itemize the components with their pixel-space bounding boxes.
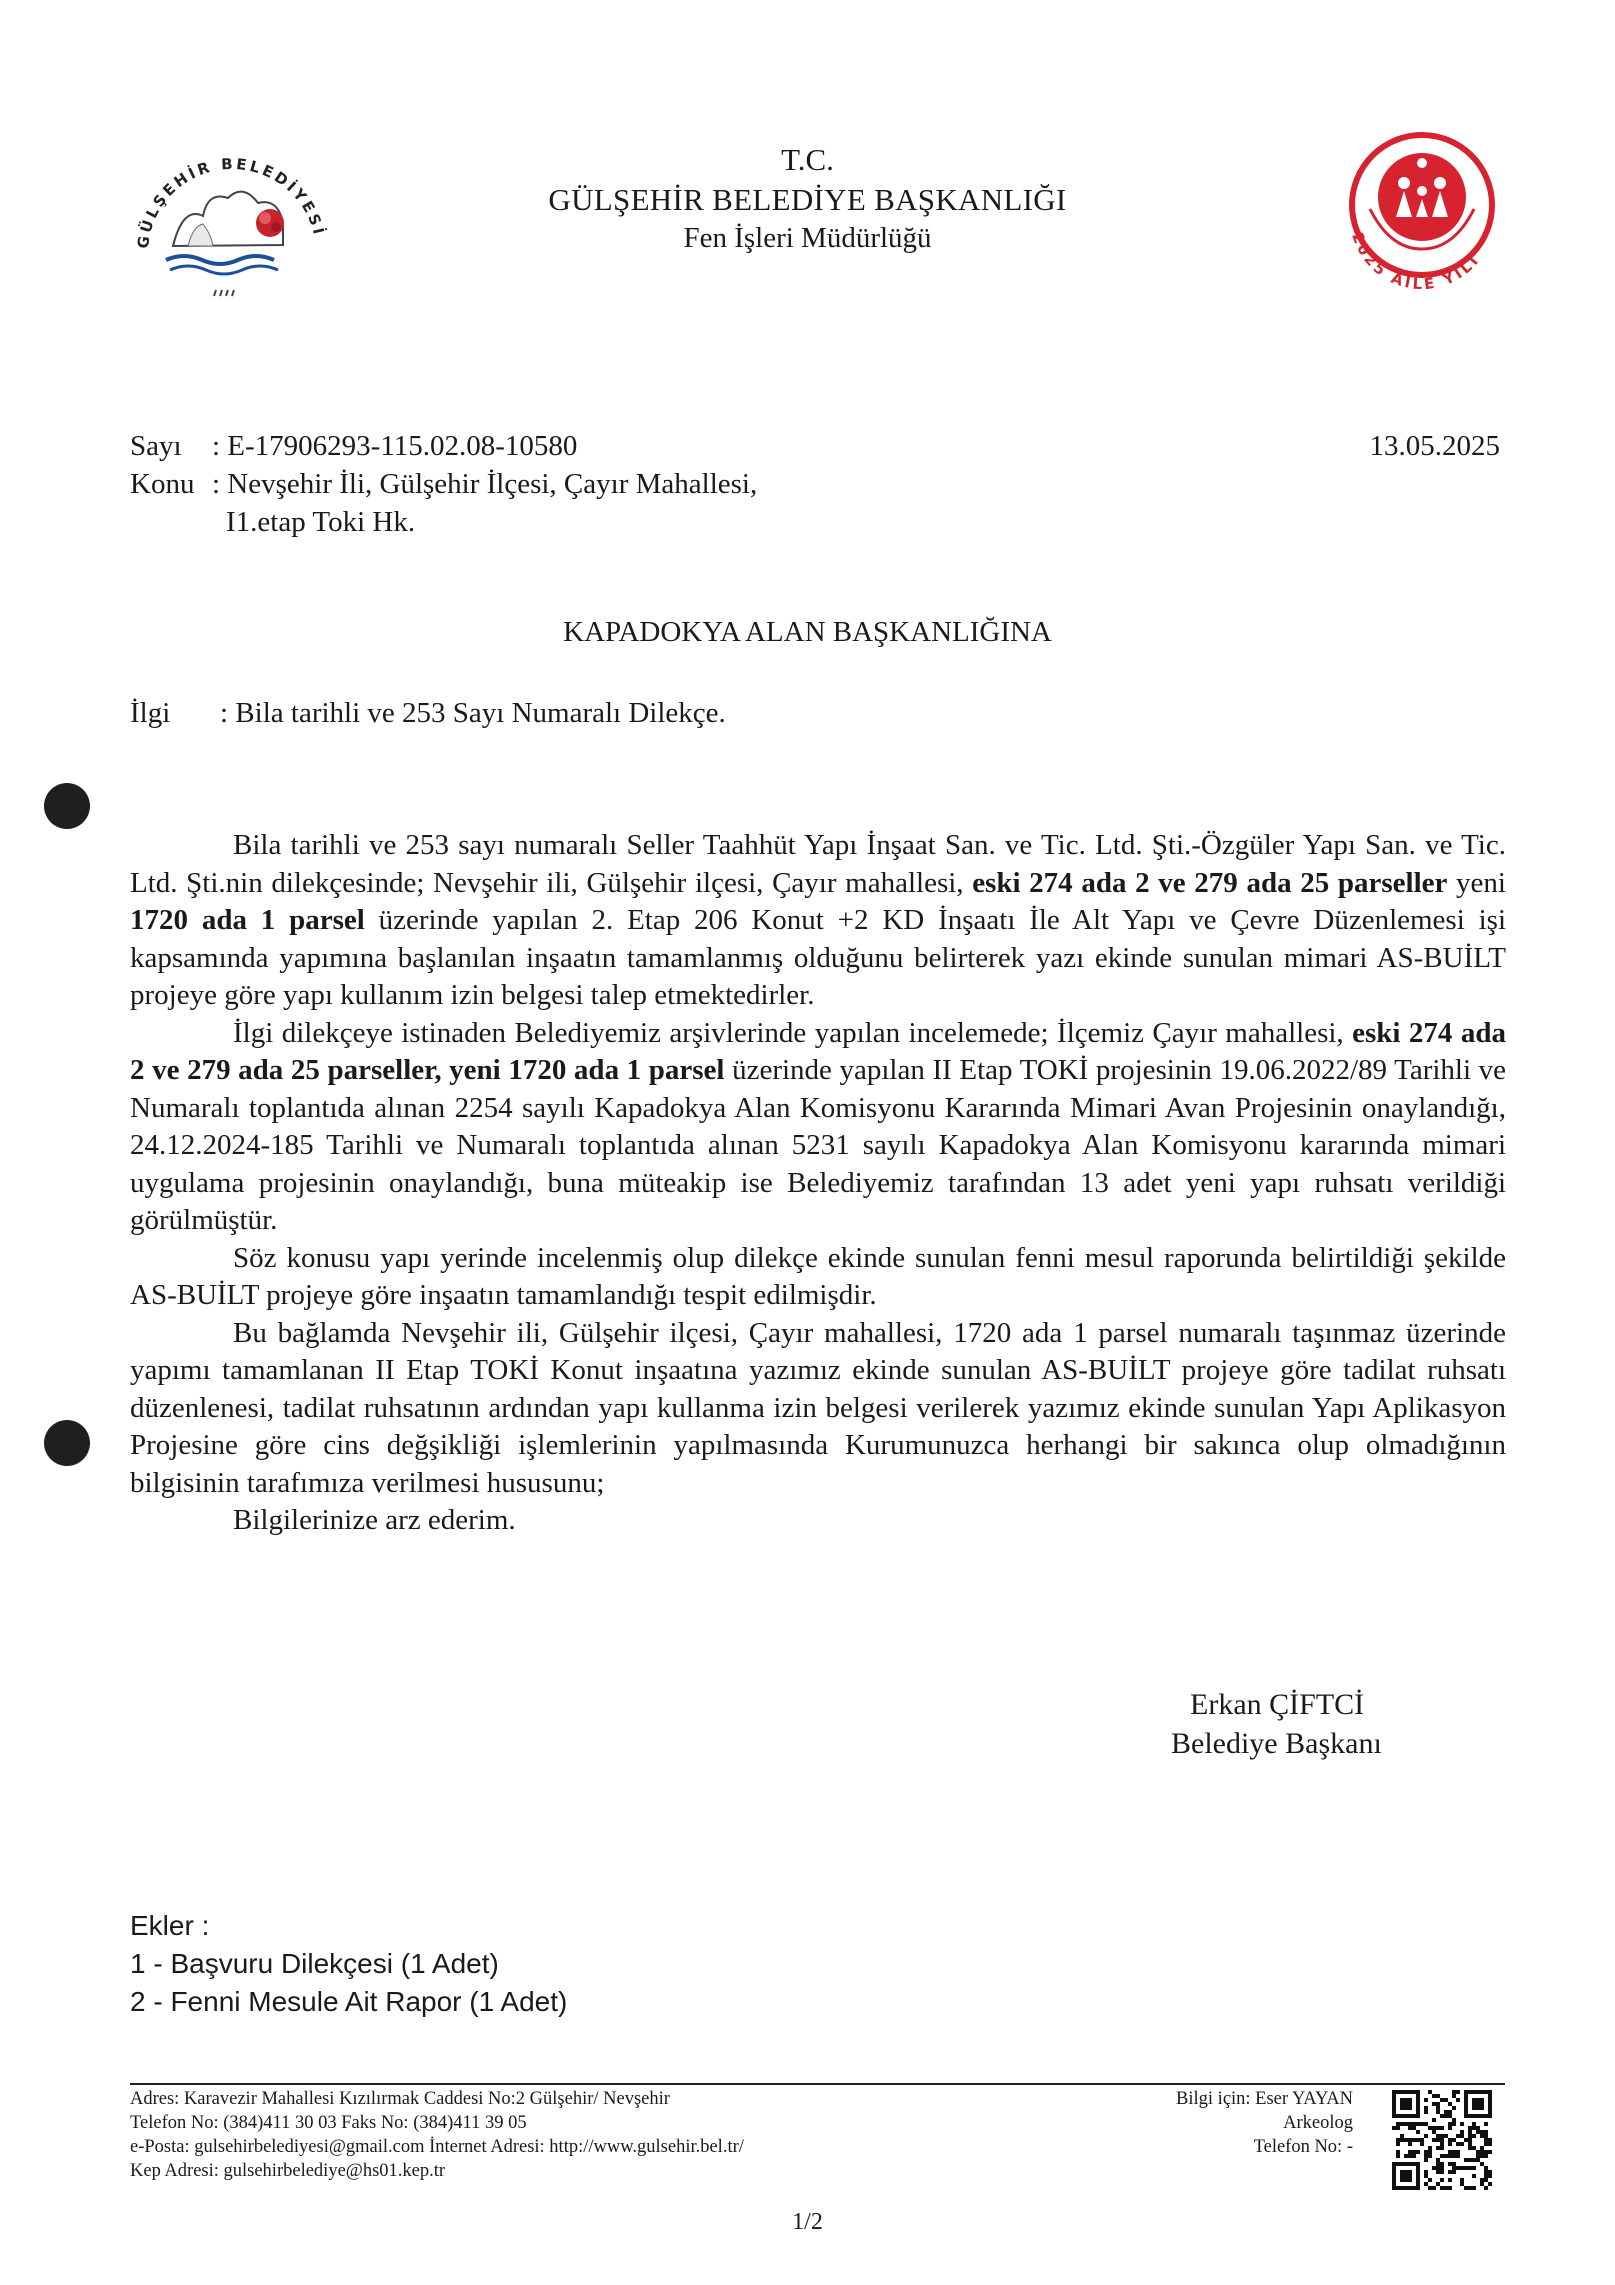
bold-parcels-2: eski 274 ada 2 ve 279 ada 25 parseller, yeni 1720 ada 1 parsel — [130, 1016, 1506, 1086]
konu-line-1: : Nevşehir İli, Gülşehir İlçesi, Çayır Mahallesi, — [212, 468, 758, 500]
footer-contact-phone: Telefon No: - — [1253, 2137, 1353, 2157]
footer-address: Adres: Karavezir Mahallesi Kızılırmak Caddesi No:2 Gülşehir/ Nevşehir — [130, 2089, 670, 2109]
sayi-label: Sayı — [130, 430, 182, 462]
signatory-title: Belediye Başkanı — [1171, 1727, 1382, 1760]
ilgi-value: : Bila tarihli ve 253 Sayı Numaralı Dilekçe. — [220, 697, 726, 729]
sayi-value: : E-17906293-115.02.08-10580 — [212, 430, 578, 462]
paragraph-2: İlgi dilekçeye istinaden Belediyemiz arşivlerinde yapılan incelemede; İlçemiz Çayır mahallesi, eski 274 ada 2 ve 279 ada 25 parseller, yeni 1720 ada 1 parsel üzerinde yapılan II Etap TOKİ projesinin 19.06.2022/89 Tarihli ve Numaralı toplantıda alınan 2254 sayılı Kapadokya Alan Komisyonu Kararında Mimari Avan Projesinin onaylandığı, 24.12.2024-185 Tarihli ve Numaralı toplantıda alınan 5231 sayılı Kapadokya Alan Komisyonu kararında mimari uygulama projesinin onaylandığı, buna müteakip ise Belediyemiz tarafından 13 adet yeni yapı ruhsatı verildiği görülmüştür. — [130, 1016, 1506, 1236]
paragraph-3: Söz konusu yapı yerinde incelenmiş olup dilekçe ekinde sunulan fenni mesul raporunda belirtildiği şekilde AS-BUİLT projeye göre inşaatın tamamlandığı tespit edilmişdir. — [130, 1241, 1506, 1311]
header-tc: T.C. — [781, 142, 834, 177]
bold-parcels-1: eski 274 ada 2 ve 279 ada 25 parseller — [972, 866, 1448, 899]
attachment-item-1: 1 - Başvuru Dilekçesi (1 Adet) — [130, 1948, 499, 1979]
recipient: KAPADOKYA ALAN BAŞKANLIĞINA — [563, 616, 1052, 648]
attachments-label: Ekler : — [130, 1910, 210, 1941]
paragraph-5: Bilgilerinize arz ederim. — [233, 1504, 516, 1536]
paragraph-1: Bila tarihli ve 253 sayı numaralı Seller Taahhüt Yapı İnşaat San. ve Tic. Ltd. Şti.-Özgüler Yapı San. ve Tic. Ltd. Şti.nin dilekçesinde; Nevşehir ili, Gülşehir ilçesi, Çayır mahallesi, eski 274 ada 2 ve 279 ada 25 parseller yeni 1720 ada 1 parsel üzerinde yapılan 2. Etap 206 Konut +2 KD İnşaatı İle Alt Yapı ve Çevre Düzenlemesi işi kapsamında yapımına başlanılan inşaatın tamamlanmış olduğunu belirterek yazı ekinde sunulan mimari AS-BUİLT projeye göre yapı kullanım izin belgesi talep etmektedirler. — [130, 829, 1506, 1011]
konu-label: Konu — [130, 468, 195, 500]
ilgi-label: İlgi — [130, 697, 171, 729]
header-department: Fen İşleri Müdürlüğü — [683, 222, 932, 254]
logo-arc-text: GÜLŞEHİR BELEDİYESİ — [133, 154, 329, 250]
header-organization: GÜLŞEHİR BELEDİYE BAŞKANLIĞI — [548, 182, 1067, 217]
footer-email: e-Posta: gulsehirbelediyesi@gmail.com İnternet Adresi: http://www.gulsehir.bel.tr/ — [130, 2137, 744, 2157]
footer-contact-role: Arkeolog — [1283, 2113, 1353, 2133]
konu-line-2: I1.etap Toki Hk. — [226, 506, 416, 538]
punch-hole-top — [44, 783, 90, 829]
bold-parcel-new-1: 1720 ada 1 parsel — [130, 904, 365, 936]
letter-body — [130, 827, 1506, 1540]
punch-hole-bottom — [44, 1420, 90, 1466]
document-date: 13.05.2025 — [1369, 430, 1500, 462]
attachment-item-2: 2 - Fenni Mesule Ait Rapor (1 Adet) — [130, 1986, 568, 2017]
signatory-name: Erkan ÇİFTCİ — [1190, 1688, 1365, 1721]
qr-code — [1392, 2090, 1492, 2190]
footer-phone: Telefon No: (384)411 30 03 Faks No: (384)411 39 05 — [130, 2113, 527, 2133]
family-year-arc-text: 2025 AİLE YILI — [1348, 230, 1484, 294]
paragraph-4: Bu bağlamda Nevşehir ili, Gülşehir ilçesi, Çayır mahallesi, 1720 ada 1 parsel numaralı taşınmaz üzerinde yapımı tamamlanan II Etap TOKİ Konut inşaatına yazımız ekinde sunulan AS-BUİLT projeye göre tadilat ruhsatı düzenlenesi, tadilat ruhsatının ardından yapı kullanma izin belgesi verilerek yazımız ekinde sunulan Yapı Aplikasyon Projesine göre cins değşikliği işlemlerinin yapılmasında Kurumunuzca herhangi bir sakınca olup olmadığının bilgisinin tarafımıza verilmesi hususunu; — [130, 1316, 1506, 1499]
page-number: 1/2 — [792, 2209, 823, 2235]
footer-contact-name: Bilgi için: Eser YAYAN — [1176, 2089, 1353, 2109]
footer-kep: Kep Adresi: gulsehirbelediye@hs01.kep.tr — [130, 2161, 446, 2181]
footer-rule — [130, 2083, 1505, 2085]
